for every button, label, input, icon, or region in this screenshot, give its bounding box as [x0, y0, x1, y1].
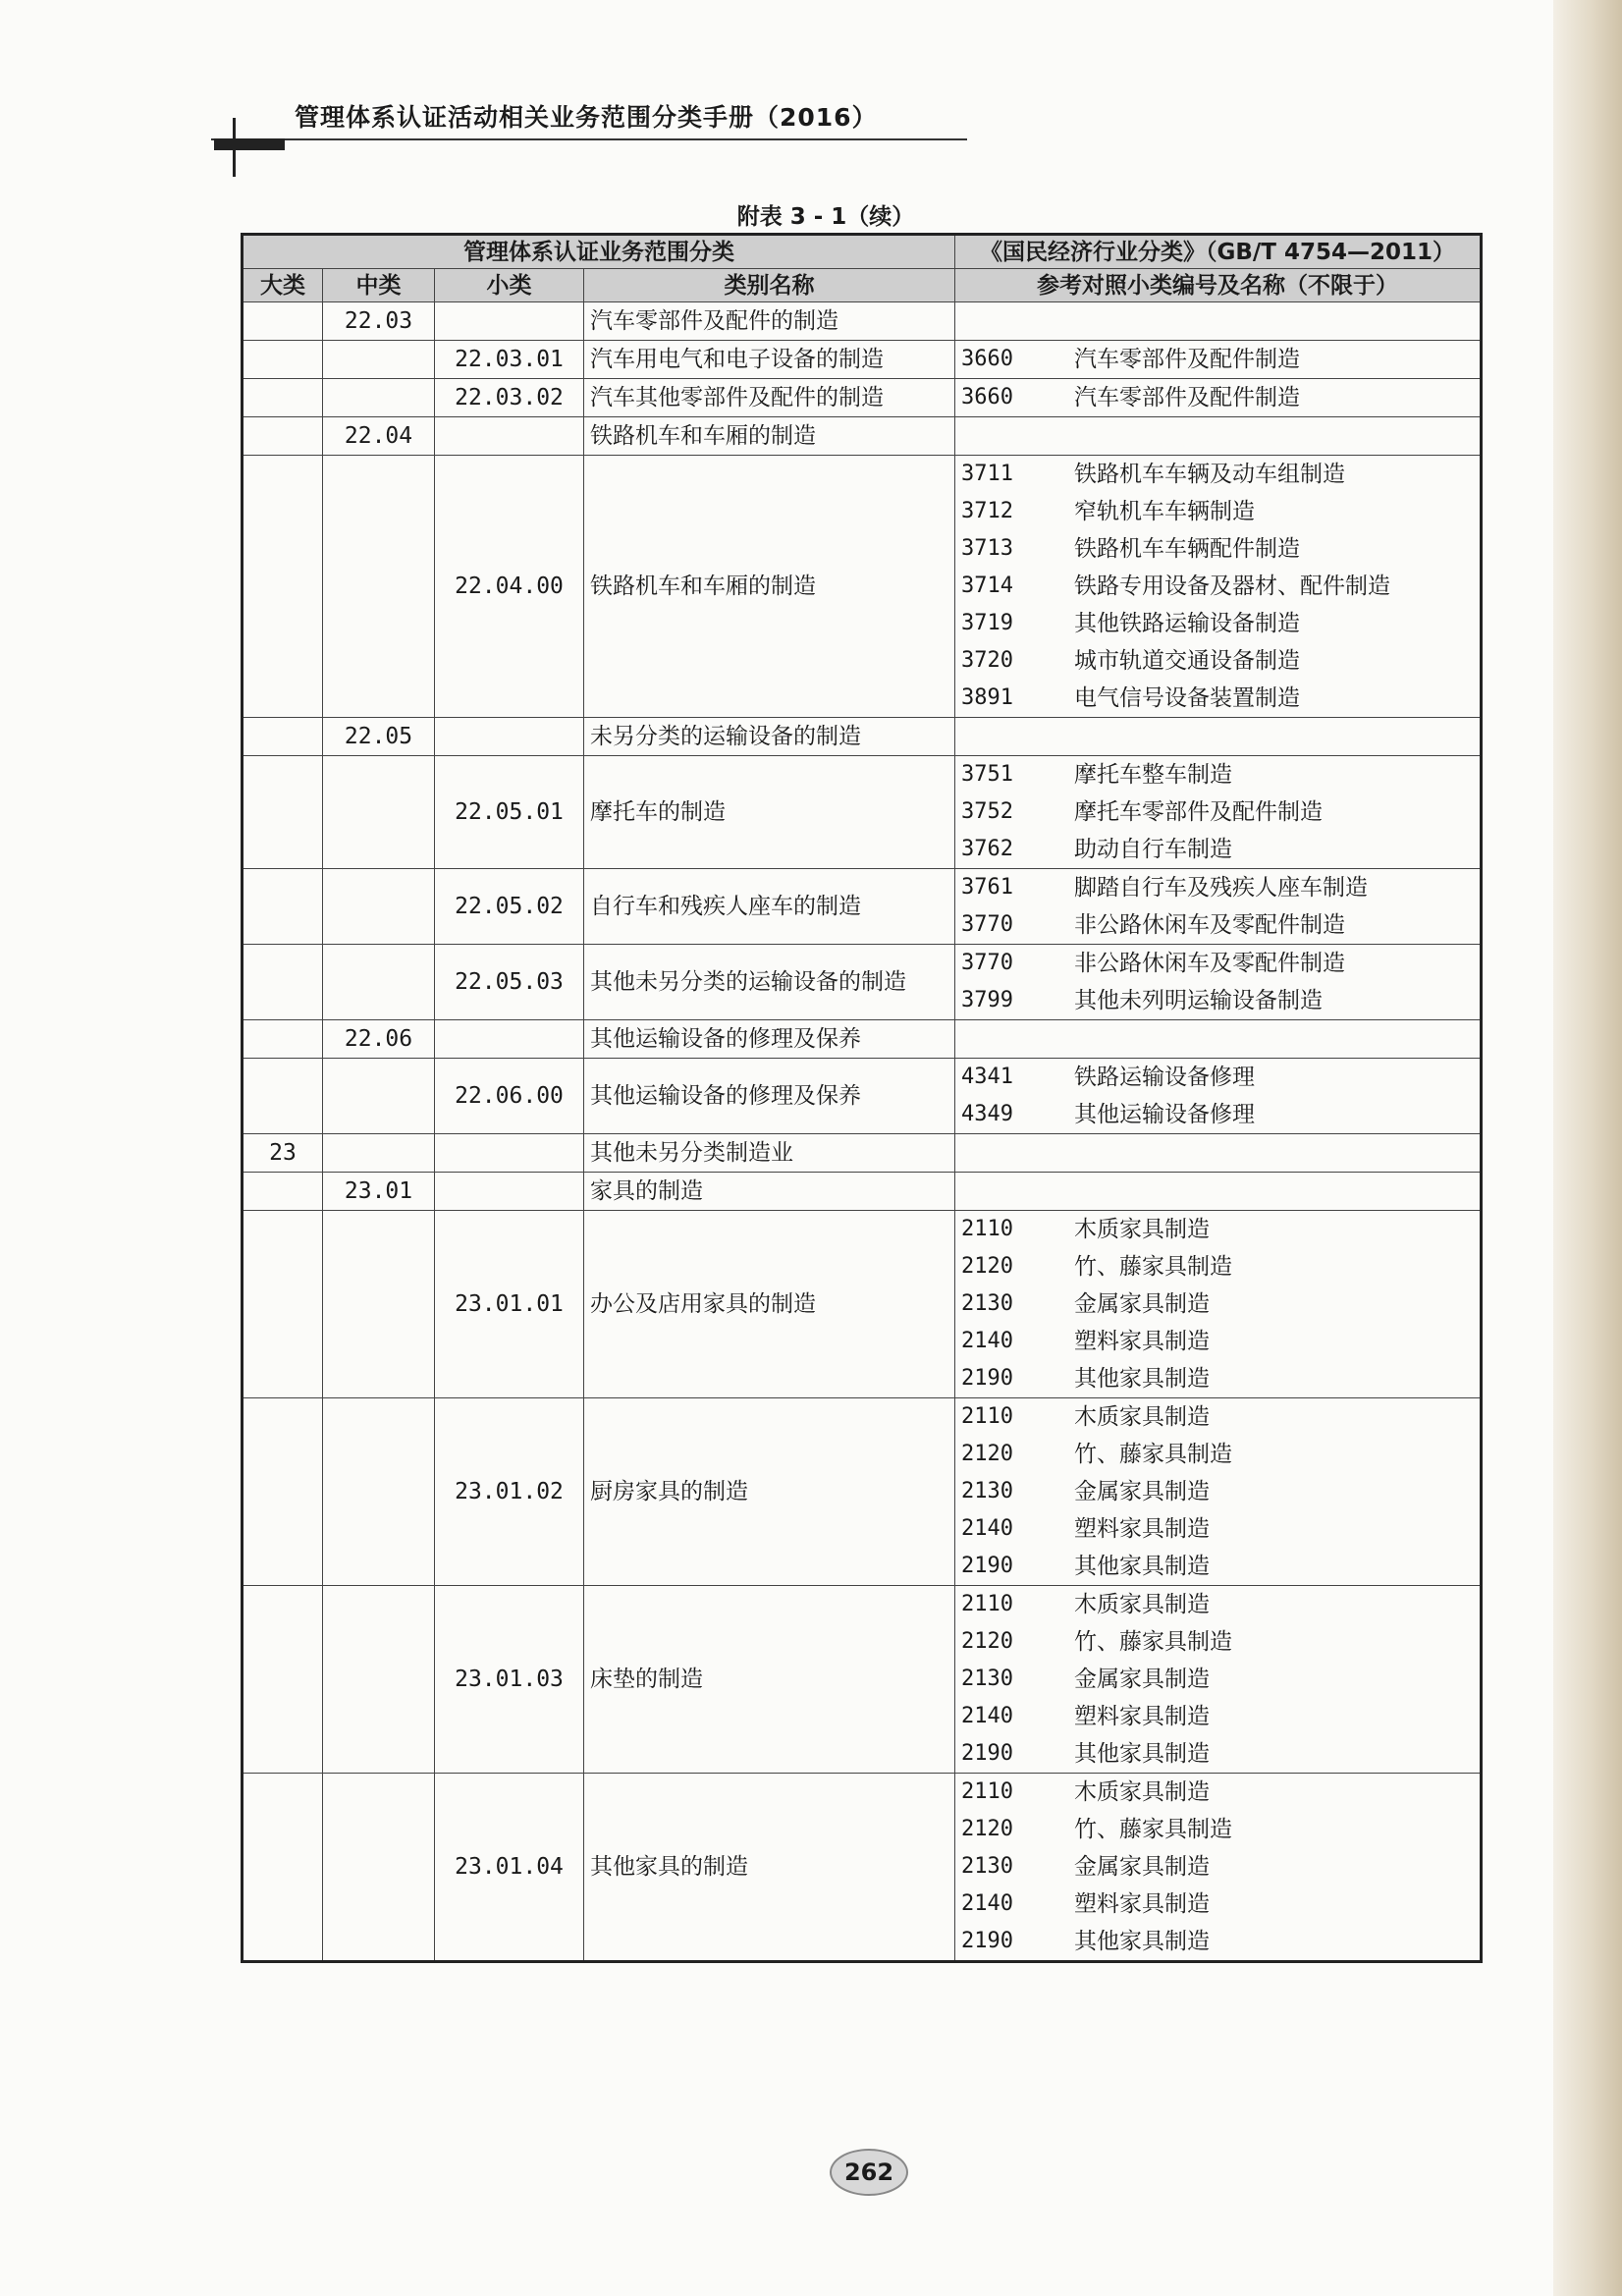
header-group-row: [243, 235, 1482, 269]
reference-code: 3711: [961, 462, 1013, 486]
reference-name: 非公路休闲车及零配件制造: [1074, 951, 1345, 976]
reference-cell: [955, 1020, 1482, 1059]
major-code-cell: [243, 379, 323, 417]
col-name-header: 类别名称: [584, 269, 955, 302]
reference-name: 城市轨道交通设备制造: [1074, 648, 1300, 674]
reference-item: [961, 1323, 1474, 1360]
minor-code-cell: 22.05.01: [435, 756, 584, 869]
reference-item: [961, 1248, 1474, 1285]
reference-name: 其他家具制造: [1074, 1929, 1210, 1954]
reference-name: 金属家具制造: [1074, 1479, 1210, 1504]
header-rule: [211, 138, 967, 140]
category-name-cell: 其他运输设备的修理及保养: [584, 1059, 955, 1134]
reference-item: [961, 568, 1474, 605]
reference-item: [961, 642, 1474, 680]
category-name-cell: 汽车零部件及配件的制造: [584, 302, 955, 341]
category-name-cell: 厨房家具的制造: [584, 1398, 955, 1586]
reference-name: 塑料家具制造: [1074, 1891, 1210, 1917]
table-row: [243, 1586, 1482, 1774]
reference-item: [961, 1923, 1474, 1960]
minor-code-cell: [435, 1020, 584, 1059]
category-name-cell: 自行车和残疾人座车的制造: [584, 869, 955, 945]
major-code-cell: [243, 302, 323, 341]
reference-name: 窄轨机车车辆制造: [1074, 499, 1255, 524]
reference-item: [961, 1473, 1474, 1510]
middle-code-cell: [323, 456, 435, 718]
middle-code-cell: 23.01: [323, 1173, 435, 1211]
reference-item: [961, 1661, 1474, 1698]
reference-code: 3751: [961, 762, 1013, 787]
reference-code: 3762: [961, 837, 1013, 861]
major-code-cell: [243, 417, 323, 456]
table-row: [243, 1020, 1482, 1059]
reference-item: [961, 1774, 1474, 1811]
middle-code-cell: [323, 1134, 435, 1173]
reference-cell: [955, 1586, 1482, 1774]
category-name-cell: 未另分类的运输设备的制造: [584, 718, 955, 756]
table-row: [243, 1211, 1482, 1398]
reference-name: 摩托车零部件及配件制造: [1074, 799, 1323, 825]
minor-code-cell: 22.05.03: [435, 945, 584, 1020]
reference-code: 3799: [961, 988, 1013, 1012]
reference-code: 2190: [961, 1741, 1013, 1766]
middle-code-cell: 22.04: [323, 417, 435, 456]
reference-code: 2130: [961, 1291, 1013, 1316]
reference-item: [961, 793, 1474, 831]
reference-item: [961, 1436, 1474, 1473]
reference-code: 2110: [961, 1779, 1013, 1804]
reference-code: 3660: [961, 385, 1013, 410]
reference-item: [961, 456, 1474, 493]
middle-code-cell: [323, 341, 435, 379]
middle-code-cell: 22.05: [323, 718, 435, 756]
reference-name: 助动自行车制造: [1074, 837, 1232, 862]
reference-cell: [955, 1774, 1482, 1962]
major-code-cell: [243, 869, 323, 945]
table-title: 附表 3 - 1（续）: [736, 204, 915, 230]
table-body: [243, 302, 1482, 1962]
minor-code-cell: 23.01.04: [435, 1774, 584, 1962]
middle-code-cell: [323, 1398, 435, 1586]
reference-cell: [955, 869, 1482, 945]
reference-item: [961, 906, 1474, 944]
reference-code: 2110: [961, 1404, 1013, 1429]
reference-name: 金属家具制造: [1074, 1667, 1210, 1692]
reference-name: 其他运输设备修理: [1074, 1102, 1255, 1127]
category-name-cell: 其他未另分类的运输设备的制造: [584, 945, 955, 1020]
reference-code: 3752: [961, 799, 1013, 824]
reference-name: 竹、藤家具制造: [1074, 1817, 1232, 1842]
reference-name: 木质家具制造: [1074, 1404, 1210, 1430]
reference-cell: [955, 718, 1482, 756]
reference-cell: [955, 456, 1482, 718]
reference-code: 2140: [961, 1329, 1013, 1353]
major-code-cell: [243, 1059, 323, 1134]
reference-item: [961, 1886, 1474, 1923]
reference-cell: [955, 417, 1482, 456]
reference-name: 塑料家具制造: [1074, 1329, 1210, 1354]
table-row: [243, 456, 1482, 718]
reference-item: [961, 1096, 1474, 1133]
major-code-cell: 23: [243, 1134, 323, 1173]
minor-code-cell: 22.06.00: [435, 1059, 584, 1134]
reference-cell: [955, 341, 1482, 379]
reference-cell: [955, 945, 1482, 1020]
category-name-cell: 汽车其他零部件及配件的制造: [584, 379, 955, 417]
header-rule-bar: [214, 138, 285, 150]
reference-cell: [955, 756, 1482, 869]
col-ref-header: 参考对照小类编号及名称（不限于）: [955, 269, 1482, 302]
major-code-cell: [243, 945, 323, 1020]
middle-code-cell: 22.06: [323, 1020, 435, 1059]
header-group-right: 《国民经济行业分类》（GB/T 4754—2011）: [955, 235, 1482, 269]
reference-name: 其他家具制造: [1074, 1366, 1210, 1392]
reference-code: 3891: [961, 685, 1013, 710]
reference-code: 2120: [961, 1629, 1013, 1654]
middle-code-cell: [323, 1059, 435, 1134]
reference-name: 竹、藤家具制造: [1074, 1629, 1232, 1655]
major-code-cell: [243, 1020, 323, 1059]
table-row: [243, 1398, 1482, 1586]
minor-code-cell: 23.01.02: [435, 1398, 584, 1586]
minor-code-cell: 22.05.02: [435, 869, 584, 945]
major-code-cell: [243, 456, 323, 718]
reference-name: 电气信号设备装置制造: [1074, 685, 1300, 711]
table-row: [243, 869, 1482, 945]
middle-code-cell: [323, 1211, 435, 1398]
reference-cell: [955, 1211, 1482, 1398]
major-code-cell: [243, 1586, 323, 1774]
reference-item: [961, 1848, 1474, 1886]
col-minor-header: 小类: [435, 269, 584, 302]
reference-item: [961, 680, 1474, 717]
header-rule-tick: [233, 118, 236, 177]
reference-item: [961, 379, 1474, 416]
reference-item: [961, 982, 1474, 1019]
reference-item: [961, 341, 1474, 378]
category-name-cell: 铁路机车和车厢的制造: [584, 417, 955, 456]
minor-code-cell: 23.01.03: [435, 1586, 584, 1774]
major-code-cell: [243, 341, 323, 379]
reference-item: [961, 1698, 1474, 1735]
reference-code: 3660: [961, 347, 1013, 371]
reference-item: [961, 1285, 1474, 1323]
reference-item: [961, 831, 1474, 868]
middle-code-cell: [323, 1586, 435, 1774]
category-name-cell: 铁路机车和车厢的制造: [584, 456, 955, 718]
reference-code: 2190: [961, 1366, 1013, 1391]
reference-code: 2140: [961, 1891, 1013, 1916]
reference-code: 3720: [961, 648, 1013, 673]
reference-item: [961, 530, 1474, 568]
reference-item: [961, 1360, 1474, 1397]
reference-code: 3714: [961, 574, 1013, 598]
table-row: [243, 302, 1482, 341]
category-name-cell: 摩托车的制造: [584, 756, 955, 869]
reference-code: 2120: [961, 1817, 1013, 1841]
reference-name: 摩托车整车制造: [1074, 762, 1232, 788]
reference-code: 2190: [961, 1929, 1013, 1953]
table-row: [243, 756, 1482, 869]
reference-code: 2110: [961, 1592, 1013, 1616]
category-name-cell: 其他运输设备的修理及保养: [584, 1020, 955, 1059]
reference-item: [961, 493, 1474, 530]
minor-code-cell: [435, 417, 584, 456]
header-column-row: [243, 269, 1482, 302]
reference-item: [961, 1510, 1474, 1548]
reference-code: 2140: [961, 1516, 1013, 1541]
reference-name: 塑料家具制造: [1074, 1516, 1210, 1542]
reference-code: 4349: [961, 1102, 1013, 1126]
reference-item: [961, 605, 1474, 642]
reference-code: 2120: [961, 1442, 1013, 1466]
table-row: [243, 1173, 1482, 1211]
minor-code-cell: 22.03.02: [435, 379, 584, 417]
reference-code: 2130: [961, 1854, 1013, 1879]
reference-name: 铁路专用设备及器材、配件制造: [1074, 574, 1390, 599]
reference-name: 木质家具制造: [1074, 1779, 1210, 1805]
table-row: [243, 718, 1482, 756]
reference-code: 3770: [961, 951, 1013, 975]
reference-code: 2110: [961, 1217, 1013, 1241]
major-code-cell: [243, 718, 323, 756]
middle-code-cell: [323, 1774, 435, 1962]
reference-name: 金属家具制造: [1074, 1291, 1210, 1317]
reference-code: 2130: [961, 1479, 1013, 1503]
table-row: [243, 1059, 1482, 1134]
minor-code-cell: [435, 1173, 584, 1211]
minor-code-cell: 23.01.01: [435, 1211, 584, 1398]
reference-name: 铁路机车车辆及动车组制造: [1074, 462, 1345, 487]
reference-item: [961, 945, 1474, 982]
reference-name: 铁路机车车辆配件制造: [1074, 536, 1300, 562]
reference-code: 3770: [961, 912, 1013, 937]
reference-item: [961, 1398, 1474, 1436]
table-row: [243, 341, 1482, 379]
reference-cell: [955, 1059, 1482, 1134]
reference-name: 塑料家具制造: [1074, 1704, 1210, 1729]
page-edge-shadow: [1553, 0, 1622, 2296]
table-row: [243, 1774, 1482, 1962]
reference-item: [961, 1548, 1474, 1585]
reference-name: 其他家具制造: [1074, 1741, 1210, 1767]
reference-item: [961, 869, 1474, 906]
minor-code-cell: 22.03.01: [435, 341, 584, 379]
reference-cell: [955, 1398, 1482, 1586]
reference-name: 竹、藤家具制造: [1074, 1442, 1232, 1467]
reference-code: 2130: [961, 1667, 1013, 1691]
reference-cell: [955, 1134, 1482, 1173]
reference-name: 非公路休闲车及零配件制造: [1074, 912, 1345, 938]
reference-code: 3719: [961, 611, 1013, 635]
middle-code-cell: [323, 756, 435, 869]
minor-code-cell: [435, 1134, 584, 1173]
reference-cell: [955, 379, 1482, 417]
reference-item: [961, 1811, 1474, 1848]
reference-code: 3712: [961, 499, 1013, 523]
table-row: [243, 417, 1482, 456]
table-row: [243, 379, 1482, 417]
reference-code: 2190: [961, 1554, 1013, 1578]
reference-code: 4341: [961, 1065, 1013, 1089]
col-middle-header: 中类: [323, 269, 435, 302]
running-head: 管理体系认证活动相关业务范围分类手册（2016）: [295, 103, 878, 132]
minor-code-cell: [435, 718, 584, 756]
classification-table: [241, 233, 1483, 1963]
col-major-header: 大类: [243, 269, 323, 302]
middle-code-cell: [323, 379, 435, 417]
major-code-cell: [243, 1173, 323, 1211]
reference-cell: [955, 1173, 1482, 1211]
major-code-cell: [243, 1774, 323, 1962]
reference-name: 铁路运输设备修理: [1074, 1065, 1255, 1090]
reference-name: 其他家具制造: [1074, 1554, 1210, 1579]
reference-name: 脚踏自行车及残疾人座车制造: [1074, 875, 1368, 901]
reference-code: 3713: [961, 536, 1013, 561]
reference-item: [961, 1586, 1474, 1623]
middle-code-cell: 22.03: [323, 302, 435, 341]
reference-item: [961, 1059, 1474, 1096]
reference-item: [961, 1623, 1474, 1661]
category-name-cell: 办公及店用家具的制造: [584, 1211, 955, 1398]
reference-item: [961, 756, 1474, 793]
category-name-cell: 其他未另分类制造业: [584, 1134, 955, 1173]
reference-item: [961, 1735, 1474, 1773]
reference-cell: [955, 302, 1482, 341]
page-number: 262: [830, 2149, 908, 2196]
middle-code-cell: [323, 869, 435, 945]
table-row: [243, 945, 1482, 1020]
category-name-cell: 其他家具的制造: [584, 1774, 955, 1962]
reference-item: [961, 1211, 1474, 1248]
minor-code-cell: 22.04.00: [435, 456, 584, 718]
major-code-cell: [243, 1211, 323, 1398]
category-name-cell: 床垫的制造: [584, 1586, 955, 1774]
reference-name: 汽车零部件及配件制造: [1074, 385, 1300, 410]
reference-code: 2140: [961, 1704, 1013, 1728]
reference-name: 竹、藤家具制造: [1074, 1254, 1232, 1280]
reference-name: 木质家具制造: [1074, 1592, 1210, 1617]
reference-code: 3761: [961, 875, 1013, 900]
header-group-left: 管理体系认证业务范围分类: [243, 235, 955, 269]
reference-name: 金属家具制造: [1074, 1854, 1210, 1880]
table-row: [243, 1134, 1482, 1173]
reference-name: 其他未列明运输设备制造: [1074, 988, 1323, 1013]
minor-code-cell: [435, 302, 584, 341]
major-code-cell: [243, 756, 323, 869]
reference-name: 木质家具制造: [1074, 1217, 1210, 1242]
category-name-cell: 家具的制造: [584, 1173, 955, 1211]
reference-name: 汽车零部件及配件制造: [1074, 347, 1300, 372]
reference-name: 其他铁路运输设备制造: [1074, 611, 1300, 636]
major-code-cell: [243, 1398, 323, 1586]
middle-code-cell: [323, 945, 435, 1020]
category-name-cell: 汽车用电气和电子设备的制造: [584, 341, 955, 379]
reference-code: 2120: [961, 1254, 1013, 1279]
